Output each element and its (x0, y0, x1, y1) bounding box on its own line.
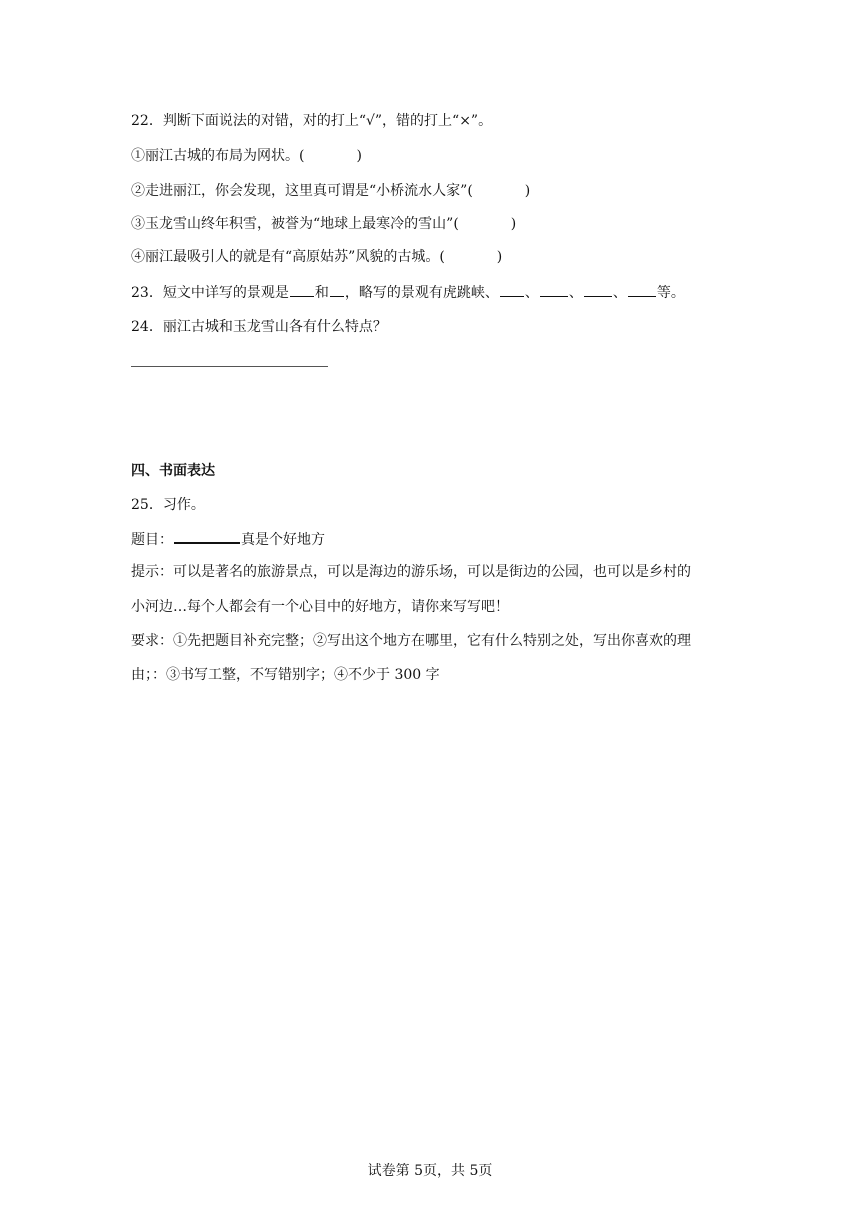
q23-line (131, 282, 685, 303)
q22-item-3-close: ) (510, 216, 517, 232)
q24-title: 24．丽江古城和玉龙雪山各有什么特点？ (131, 319, 387, 335)
page-footer: 试卷第 5页，共 5页 (367, 1163, 493, 1179)
q22-item-3 (131, 214, 516, 234)
q24-answer-line[interactable] (131, 366, 328, 367)
q23-part-3: ，略写的景观有虎跳峡、 (344, 285, 499, 301)
q22-item-4-text: ④丽江最吸引人的就是有“高原姑苏”风貌的古城。( (131, 249, 445, 265)
q22-item-2-text: ②走进丽江，你会发现，这里真可谓是“小桥流水人家”( (131, 183, 473, 199)
q25-hint-line-1: 提示：可以是著名的旅游景点，可以是海边的游乐场，可以是街边的公园，也可以是乡村的 (131, 564, 691, 580)
q23-blank-2[interactable] (330, 282, 344, 297)
q22-item-3-text: ③玉龙雪山终年积雪，被誉为“地球上最寒冷的雪山”( (131, 216, 459, 232)
q23-blank-3[interactable] (500, 282, 524, 297)
q22-item-1-close: ) (356, 148, 362, 164)
q23-blank-1[interactable] (290, 282, 314, 297)
q23-part-1: 23．短文中详写的景观是 (131, 285, 289, 301)
q25-title: 25．习作。 (131, 497, 205, 513)
q23-sep-3: 、 (612, 285, 627, 301)
q25-topic (131, 528, 325, 550)
q23-part-2: 和 (314, 285, 329, 301)
q25-topic-prefix: 题目： (131, 532, 173, 548)
q23-blank-6[interactable] (628, 282, 656, 297)
q23-end: 等。 (656, 285, 685, 301)
q25-topic-suffix: 真是个好地方 (241, 532, 325, 548)
section-heading: 四、书面表达 (131, 463, 215, 479)
q22-item-2 (131, 181, 530, 201)
q22-item-1 (131, 146, 362, 166)
q22-item-4 (131, 247, 502, 267)
q22-item-1-text: ①丽江古城的布局为网状。( (131, 148, 305, 164)
q23-blank-5[interactable] (584, 282, 612, 297)
q23-sep-2: 、 (568, 285, 583, 301)
q25-requirement-line-2: 由；：③书写工整，不写错别字；④不少于 300 字 (131, 667, 440, 683)
q23-blank-4[interactable] (540, 282, 568, 297)
q22-title: 22．判断下面说法的对错，对的打上“√”，错的打上“×”。 (131, 113, 493, 129)
q22-item-2-close: ) (524, 183, 531, 199)
q25-hint-line-2: 小河边…每个人都会有一个心目中的好地方，请你来写写吧！ (131, 599, 509, 615)
q23-sep-1: 、 (524, 285, 539, 301)
q25-requirement-line-1: 要求：①先把题目补充完整；②写出这个地方在哪里，它有什么特别之处，写出你喜欢的理 (131, 633, 691, 649)
q22-item-4-close: ) (496, 249, 503, 265)
q25-topic-blank[interactable] (174, 528, 240, 544)
